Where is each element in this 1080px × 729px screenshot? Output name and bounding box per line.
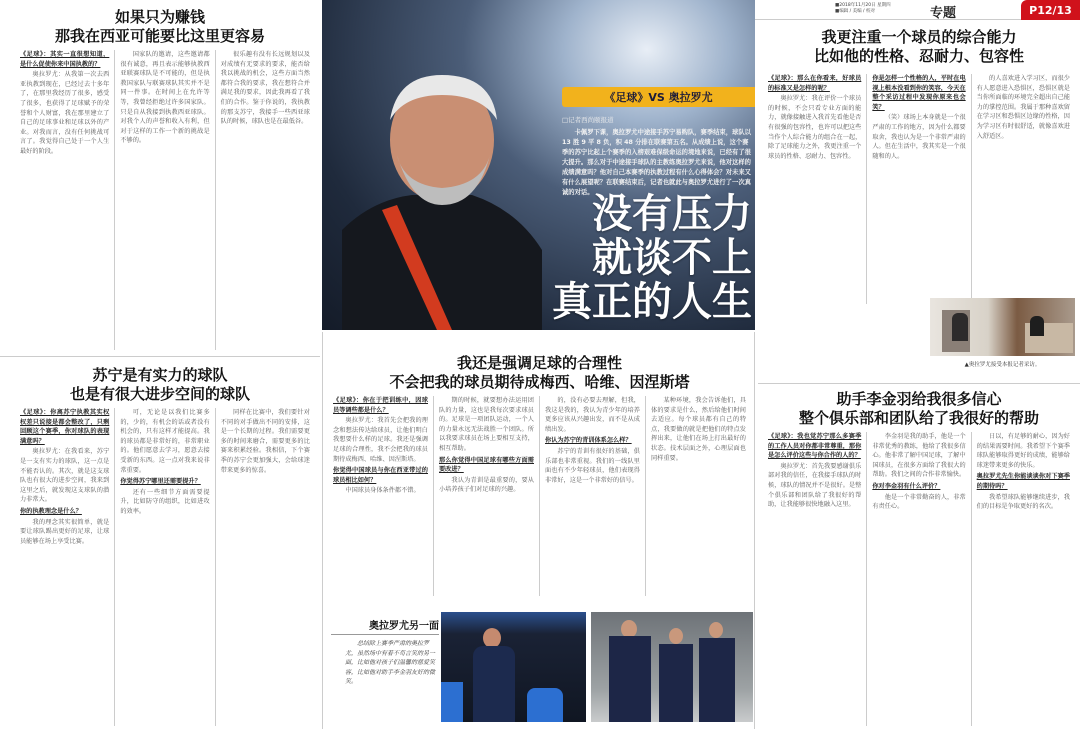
question-text: 那么你觉得中国足球有哪些方面需要改进？ bbox=[439, 456, 534, 474]
text-column bbox=[328, 396, 433, 596]
date-info bbox=[835, 3, 891, 15]
interview-photo bbox=[930, 298, 1075, 356]
main-photo bbox=[322, 0, 755, 330]
text-column bbox=[15, 50, 114, 350]
text-column bbox=[215, 50, 315, 350]
page-number-badge: P12/13 bbox=[1021, 0, 1080, 20]
text-column bbox=[763, 74, 866, 304]
text-column bbox=[433, 396, 539, 596]
article-headline bbox=[758, 28, 1080, 66]
article-mid-left bbox=[0, 362, 320, 729]
answer-text: （笑）球场上本身就是一个很严肃的工作的地方，因为什么都要取舍，我也认为是一个非常严肃的人。但在生活中，我其实是一个很随和的人。 bbox=[872, 114, 966, 160]
answer-text: 他是一个非常勤奋的人，非常有责任心。 bbox=[872, 493, 966, 511]
photo-coach-with-assistants bbox=[591, 612, 753, 722]
answer-text: 我认为青训是最重要的，要从小培养孩子们对足球的兴趣。 bbox=[439, 476, 534, 494]
text-column bbox=[971, 432, 1075, 726]
article-top-right bbox=[758, 22, 1080, 384]
headline-line: 也是有很大进步空间的球队 bbox=[69, 384, 250, 403]
interview-banner: 《足球》VS 奥拉罗尤 bbox=[562, 87, 755, 107]
answer-text: 很乐趣有没有长远规划以及对成绩有无要求的要求，能否给我以挑战的机会，这些方面当然都符合我的要求，我在想符合并满足我的要求，因此我再看了我们的合作。鉴于你说的，我执教的那支苏宁，我接手一些西亚球队的时候，球队也是在最低谷。 bbox=[220, 51, 310, 126]
editor-line: ■编辑 / 美编 / 校对 bbox=[835, 9, 876, 14]
text-column bbox=[15, 408, 114, 726]
answer-text: 我希望球队能够继续进步，我们的目标是争取更好的名次。 bbox=[976, 493, 1070, 511]
headline-line: 整个俱乐部和团队给了我很好的帮助 bbox=[798, 408, 1039, 427]
question-text: 你是怎样一个性格的人，平时在电视上根本没看到你的笑容，今天在整个采访过程中发现你原来也会笑？ bbox=[872, 75, 966, 111]
text-column bbox=[866, 74, 970, 304]
question-text: 你觉得苏宁哪里还需要提升？ bbox=[120, 478, 201, 486]
answer-text: 中国球员身体条件都不错。 bbox=[345, 487, 420, 495]
answer-text: 期的时候，就要想办法运用团队的力量，这也是我每次要求球员的。足球是一项团队运动，一个人的力量永远无法战胜一个团队。所以我要求球员在场上要相互支持，相互帮助。 bbox=[439, 397, 534, 452]
feature-title-line: 就谈不上 bbox=[592, 235, 752, 281]
article-headline bbox=[0, 8, 320, 46]
article-body bbox=[763, 432, 1075, 726]
article-body bbox=[15, 408, 315, 726]
question-text: 奥拉罗尤先生你能谈谈你对下赛季的期待吗？ bbox=[976, 473, 1070, 490]
answer-text: 同样在比赛中，我们要针对不同的对手做出不同的安排，这是一个长期的过程。我们需要更多的时间来磨合，需要更多的比赛来积累经验。我相信，下个赛季的苏宁会更加强大，会给球迷带来更多的惊喜。 bbox=[220, 409, 310, 474]
answer-text: 某种环境，我会告诉他们，具体的要求是什么，然后给他们时间去适应。每个球员都有自己的特点，我要做的就是把他们的特点发挥出来，让他们在场上打出最好的状态。技术层面之外，心理层面也同样重要。 bbox=[651, 397, 746, 462]
article-headline bbox=[0, 366, 320, 404]
photo-caption: ▲奥拉罗尤接受本报记者采访。 bbox=[964, 362, 1041, 368]
text-column bbox=[114, 50, 214, 350]
sidebar-text: 总结除上赛季严肃的奥拉罗尤，虽然场中有着不苟言笑的另一面，比如他对孩子们温馨的慈爱笑容，比如他对助手李金羽友好的微笑。 bbox=[345, 640, 436, 685]
answer-text: 日以，有足够的耐心，因为好的结果需要时间。我希望下个赛季球队能够取得更好的成绩，能够给球迷带来更多的快乐。 bbox=[976, 433, 1070, 469]
text-column bbox=[539, 396, 645, 596]
sidebar-title: 奥拉罗尤另一面 bbox=[331, 617, 439, 635]
headline-line: 如果只为赚钱 bbox=[114, 8, 205, 26]
headline-line: 比如他的性格、忍耐力、包容性 bbox=[813, 46, 1024, 65]
answer-text: 李金羽是我的助手，他是一个非常优秀的教练，他给了我很多信心。他非常了解中国足球，了解中国球员，在很多方面给了我很大的帮助。我们之间的合作非常愉快。 bbox=[872, 433, 966, 479]
text-column bbox=[215, 408, 315, 726]
text-column bbox=[971, 74, 1075, 304]
headline-line: 我更注重一个球员的综合能力 bbox=[821, 28, 1017, 46]
article-top-left bbox=[0, 0, 320, 357]
question-text: 你的执教理念是什么？ bbox=[20, 507, 82, 515]
answer-text: 苏宁的青训有很好的基础，俱乐部也非常重视。我们的一线队里面也有不少年轻球员，他们表现得非常好，这是一个非常好的信号。 bbox=[545, 447, 640, 484]
feature-title-line: 没有压力 bbox=[592, 191, 752, 237]
question-text: 你对李金羽有什么评价？ bbox=[872, 482, 941, 490]
text-column bbox=[763, 432, 866, 726]
article-body bbox=[763, 74, 1075, 304]
feature-title-line: 真正的人生 bbox=[552, 279, 752, 325]
answer-text: 奥拉罗尤：我在评价一个球员的时候，不会只看专业方面的能力，就像接触进入我首先看他是否有很强的包容性，也许可以把这些当作个人综合能力的组合在一起，除了足球能力之外，我更注重一个球员的性格、忍耐力、包容性。 bbox=[768, 95, 862, 160]
article-headline bbox=[323, 354, 756, 392]
photo-coach-with-children bbox=[441, 612, 586, 722]
answer-text: 还有一些细节方面需要提升，比如防守的组织，比如进攻的效率。 bbox=[120, 488, 210, 515]
text-column bbox=[114, 408, 214, 726]
question-text: 《足球》：其实一直很想知道，是什么促使你来中国执教的？ bbox=[20, 51, 110, 68]
article-headline bbox=[758, 390, 1080, 428]
answer-text: 国家队的邀请，这些邀请都很有诚意，再且表示能够执教西亚联赛球队是不可能的，但是执教国家队与联赛球队其实并不是同一件事。在时间上在允许等等，我曾经拒绝过许多国家队。只是自从我接到执教西亚球队。对我个人的声誉和收入有利，但对于这样的工作一个新的挑战是不够的。 bbox=[120, 51, 210, 145]
question-text: 《足球》：那么在你看来，好球员的标准又是怎样的呢？ bbox=[768, 75, 862, 92]
headline-line: 不会把我的球员期待成梅西、哈维、因涅斯塔 bbox=[389, 372, 690, 391]
question-text: 你认为苏宁的青训体系怎么样？ bbox=[545, 437, 632, 445]
answer-text: 的，没有必要去理解，但我，我这是我的，我认为青少年的培养更多应该从兴趣出发，而不是从成绩出发。 bbox=[545, 397, 640, 433]
author-byline: □记者西尚颐报道 bbox=[562, 116, 614, 124]
answer-text: 我的理念其实很简单，就是要让球队踢出更好的足球，让球员能够在场上享受比赛。 bbox=[20, 518, 110, 545]
question-text: 你觉得中国球员与你在西亚带过的球员相比如何？ bbox=[333, 467, 428, 484]
article-body bbox=[328, 396, 751, 596]
question-text: 《足球》：我也觉苏宁那么多赛季的工作人员对你都非常尊重，那你是怎么评价这些与你合作的人的？ bbox=[768, 433, 862, 460]
answer-text: 奥拉罗尤：在我看来，苏宁是一支有实力的球队，这一点是不能否认的。其次，就是这支球队也有很大的进步空间，我来到这里之后，就发现这支球队的潜力非常大。 bbox=[20, 448, 110, 504]
text-column bbox=[866, 432, 970, 726]
headline-line: 那我在西亚可能要比这里更容易 bbox=[54, 26, 265, 45]
headline-line: 助手李金羽给我很多信心 bbox=[836, 390, 1002, 408]
page-header bbox=[755, 0, 1080, 20]
answer-text: 可，无论是以我们比赛多的，少的，有机会的话或者没有机会的，只有这样才能提高。我的球员都是非常好的，非常职业的。他们愿意去学习，愿意去接受新的东西。这一点对我来说非常重要。 bbox=[120, 409, 210, 474]
article-body bbox=[15, 50, 315, 350]
date-line: ■2018年11月20日 星期四 bbox=[835, 3, 891, 8]
text-column bbox=[645, 396, 751, 596]
article-bottom-right bbox=[758, 386, 1080, 729]
headline-line: 我还是强调足球的合理性 bbox=[456, 354, 622, 372]
answer-text: 奥拉罗尤：首先我要感谢俱乐部对我的信任，在我接手球队的时候，球队的情况并不是很好。是整个俱乐部和团队给了我很好的帮助，让我能够很快地融入这里。 bbox=[768, 462, 862, 509]
answer-text: 的人喜欢进入学习区，而很少有人愿意进入恐惧区，恐惧区就是当你所面临的环境完全超出自己能力的掌控范围。我属于那种喜欢留在学习区和恐惧区边缘的性格，因为学习区有时很舒适，就像喜欢进入舒适区。 bbox=[976, 75, 1070, 140]
intro-paragraph: 卡佩罗下课，奥拉罗尤中途接手苏宁易购队，赛季结束，球队以 13 胜 9 平 8 负，积 48 分排在联赛第五名。从成绩上说，这个赛季的苏宁比起上个赛季的入榜艰难保级命运的境地来说，已经有了很大提升。那么对于中途接手球队的主教练奥拉罗尤来说，他对这样的成绩满意吗？他对自己本赛季的执教过程有什么心得体会？对未来又有什么展望呢？在联赛结束后，记者也就此与奥拉罗尤进行了一次真诚的对话。 bbox=[562, 129, 751, 196]
question-text: 《足球》：你离苏宁执教其实权权差只说接是都会整改了，只剩回顾这个赛季，你对球队的表现满意吗？ bbox=[20, 409, 110, 445]
section-label: 专题 bbox=[930, 6, 957, 21]
answer-text: 奥拉罗尤：从我第一次去西亚执教到现在，已经过去十多年了，在那里我经历了很多，感受了很多，也获得了足球赋予的荣誉和个人财富，我在那里建立了自己的足球事业和足球以外的产业。对我而言，没有任何挑战可言了。我觉得自己处于一个人生最好的阶段。 bbox=[20, 71, 110, 155]
sidebar-box bbox=[331, 617, 439, 727]
feature-title bbox=[537, 192, 752, 324]
headline-line: 苏宁是有实力的球队 bbox=[92, 366, 228, 384]
article-mid-center bbox=[322, 332, 755, 729]
question-text: 《足球》：你在于把训练中，因球员等调些都是什么？ bbox=[333, 397, 428, 414]
coach-portrait-image bbox=[342, 60, 542, 330]
answer-text: 奥拉罗尤：我首先会把我的理念和想法传达给球员，让他们明白我想要什么样的足球。我还是强调足球的合理性，我不会把我的球员期待成梅西、哈维、因涅斯塔。 bbox=[333, 417, 428, 463]
